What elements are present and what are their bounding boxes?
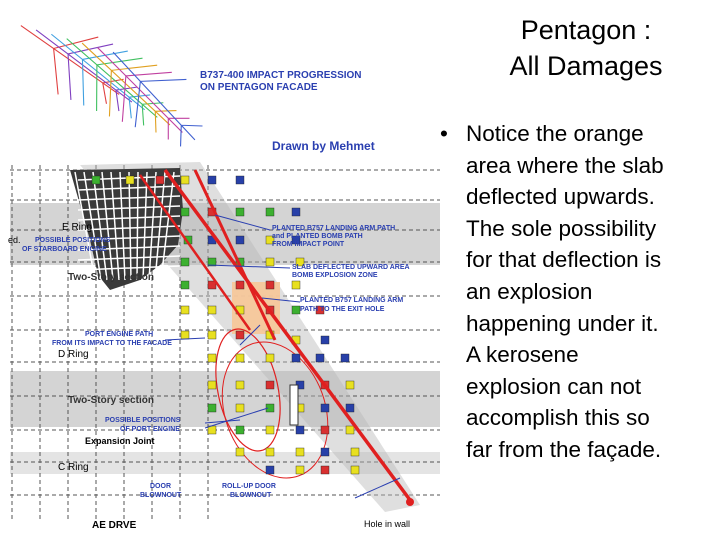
two-story-label-1: Two-Story section bbox=[68, 272, 154, 283]
bullet-line: far from the façade. bbox=[466, 436, 662, 462]
slab-deflection-note: SLAB DEFLECTED UPWARD AREA BOMB EXPLOSION ZONE bbox=[292, 264, 410, 279]
two-story-label-2: Two-Story section bbox=[68, 395, 154, 406]
landing-arm-note: PLANTED B757 LANDING ARM PATH and PLANTED BOMB PATH FROM IMPACT POINT bbox=[272, 225, 396, 248]
slide-title bbox=[470, 12, 702, 84]
diagram-header: B737-400 IMPACT PROGRESSION ON PENTAGON FACADE bbox=[200, 70, 362, 93]
left-fragment-label: ed. bbox=[8, 235, 21, 245]
bullet-line: area where the slab bbox=[466, 152, 664, 178]
expansion-joint-marker bbox=[290, 385, 298, 425]
expansion-joint-label: Expansion Joint bbox=[85, 436, 155, 446]
title-line: Pentagon : bbox=[520, 15, 652, 45]
d-ring-label: D Ring bbox=[58, 349, 89, 360]
bullet-line: happening under it. bbox=[466, 310, 659, 336]
landing-arm-exit-note: PLANTED B757 LANDING ARM PATH TO THE EXIT HOLE bbox=[300, 297, 404, 313]
credit-label: Drawn by Mehmet bbox=[272, 139, 375, 153]
bullet-line: for that deflection is bbox=[466, 247, 662, 273]
bullet-line: explosion can not bbox=[466, 373, 642, 399]
bullet-line: an explosion bbox=[466, 278, 593, 304]
bullet-line: A kerosene bbox=[466, 342, 579, 368]
port-engine-path-note: PORT ENGINE PATH FROM ITS IMPACT TO THE FACADE bbox=[52, 331, 172, 347]
door-blowout-note: DOOR BLOWNOUT bbox=[140, 483, 182, 499]
starboard-engine-note: POSSIBLE POSITIONS OF STARBOARD ENGINE bbox=[22, 237, 111, 253]
bullet-line: accomplish this so bbox=[466, 405, 650, 431]
rollup-door-blowout-note: ROLL-UP DOOR BLOWNOUT bbox=[222, 483, 276, 499]
title-line: All Damages bbox=[509, 51, 663, 81]
c-ring-label: C Ring bbox=[58, 462, 89, 473]
bullet-line: Notice the orange bbox=[466, 121, 644, 146]
exit-hole-marker bbox=[406, 498, 414, 506]
hole-in-wall-label: Hole in wall bbox=[364, 519, 411, 529]
bullet-line: The sole possibility bbox=[466, 215, 657, 241]
port-engine-positions-note: POSSIBLE POSITIONS OF PORT ENGINE bbox=[105, 417, 181, 433]
bullet-text bbox=[466, 118, 718, 466]
aircraft-outline-icon bbox=[1, 0, 221, 164]
bullet-icon: • bbox=[440, 121, 448, 146]
bullet-line: deflected upwards. bbox=[466, 184, 655, 210]
ae-drive-label: AE DRVE bbox=[92, 520, 137, 531]
e-ring-label: E Ring bbox=[62, 222, 93, 233]
